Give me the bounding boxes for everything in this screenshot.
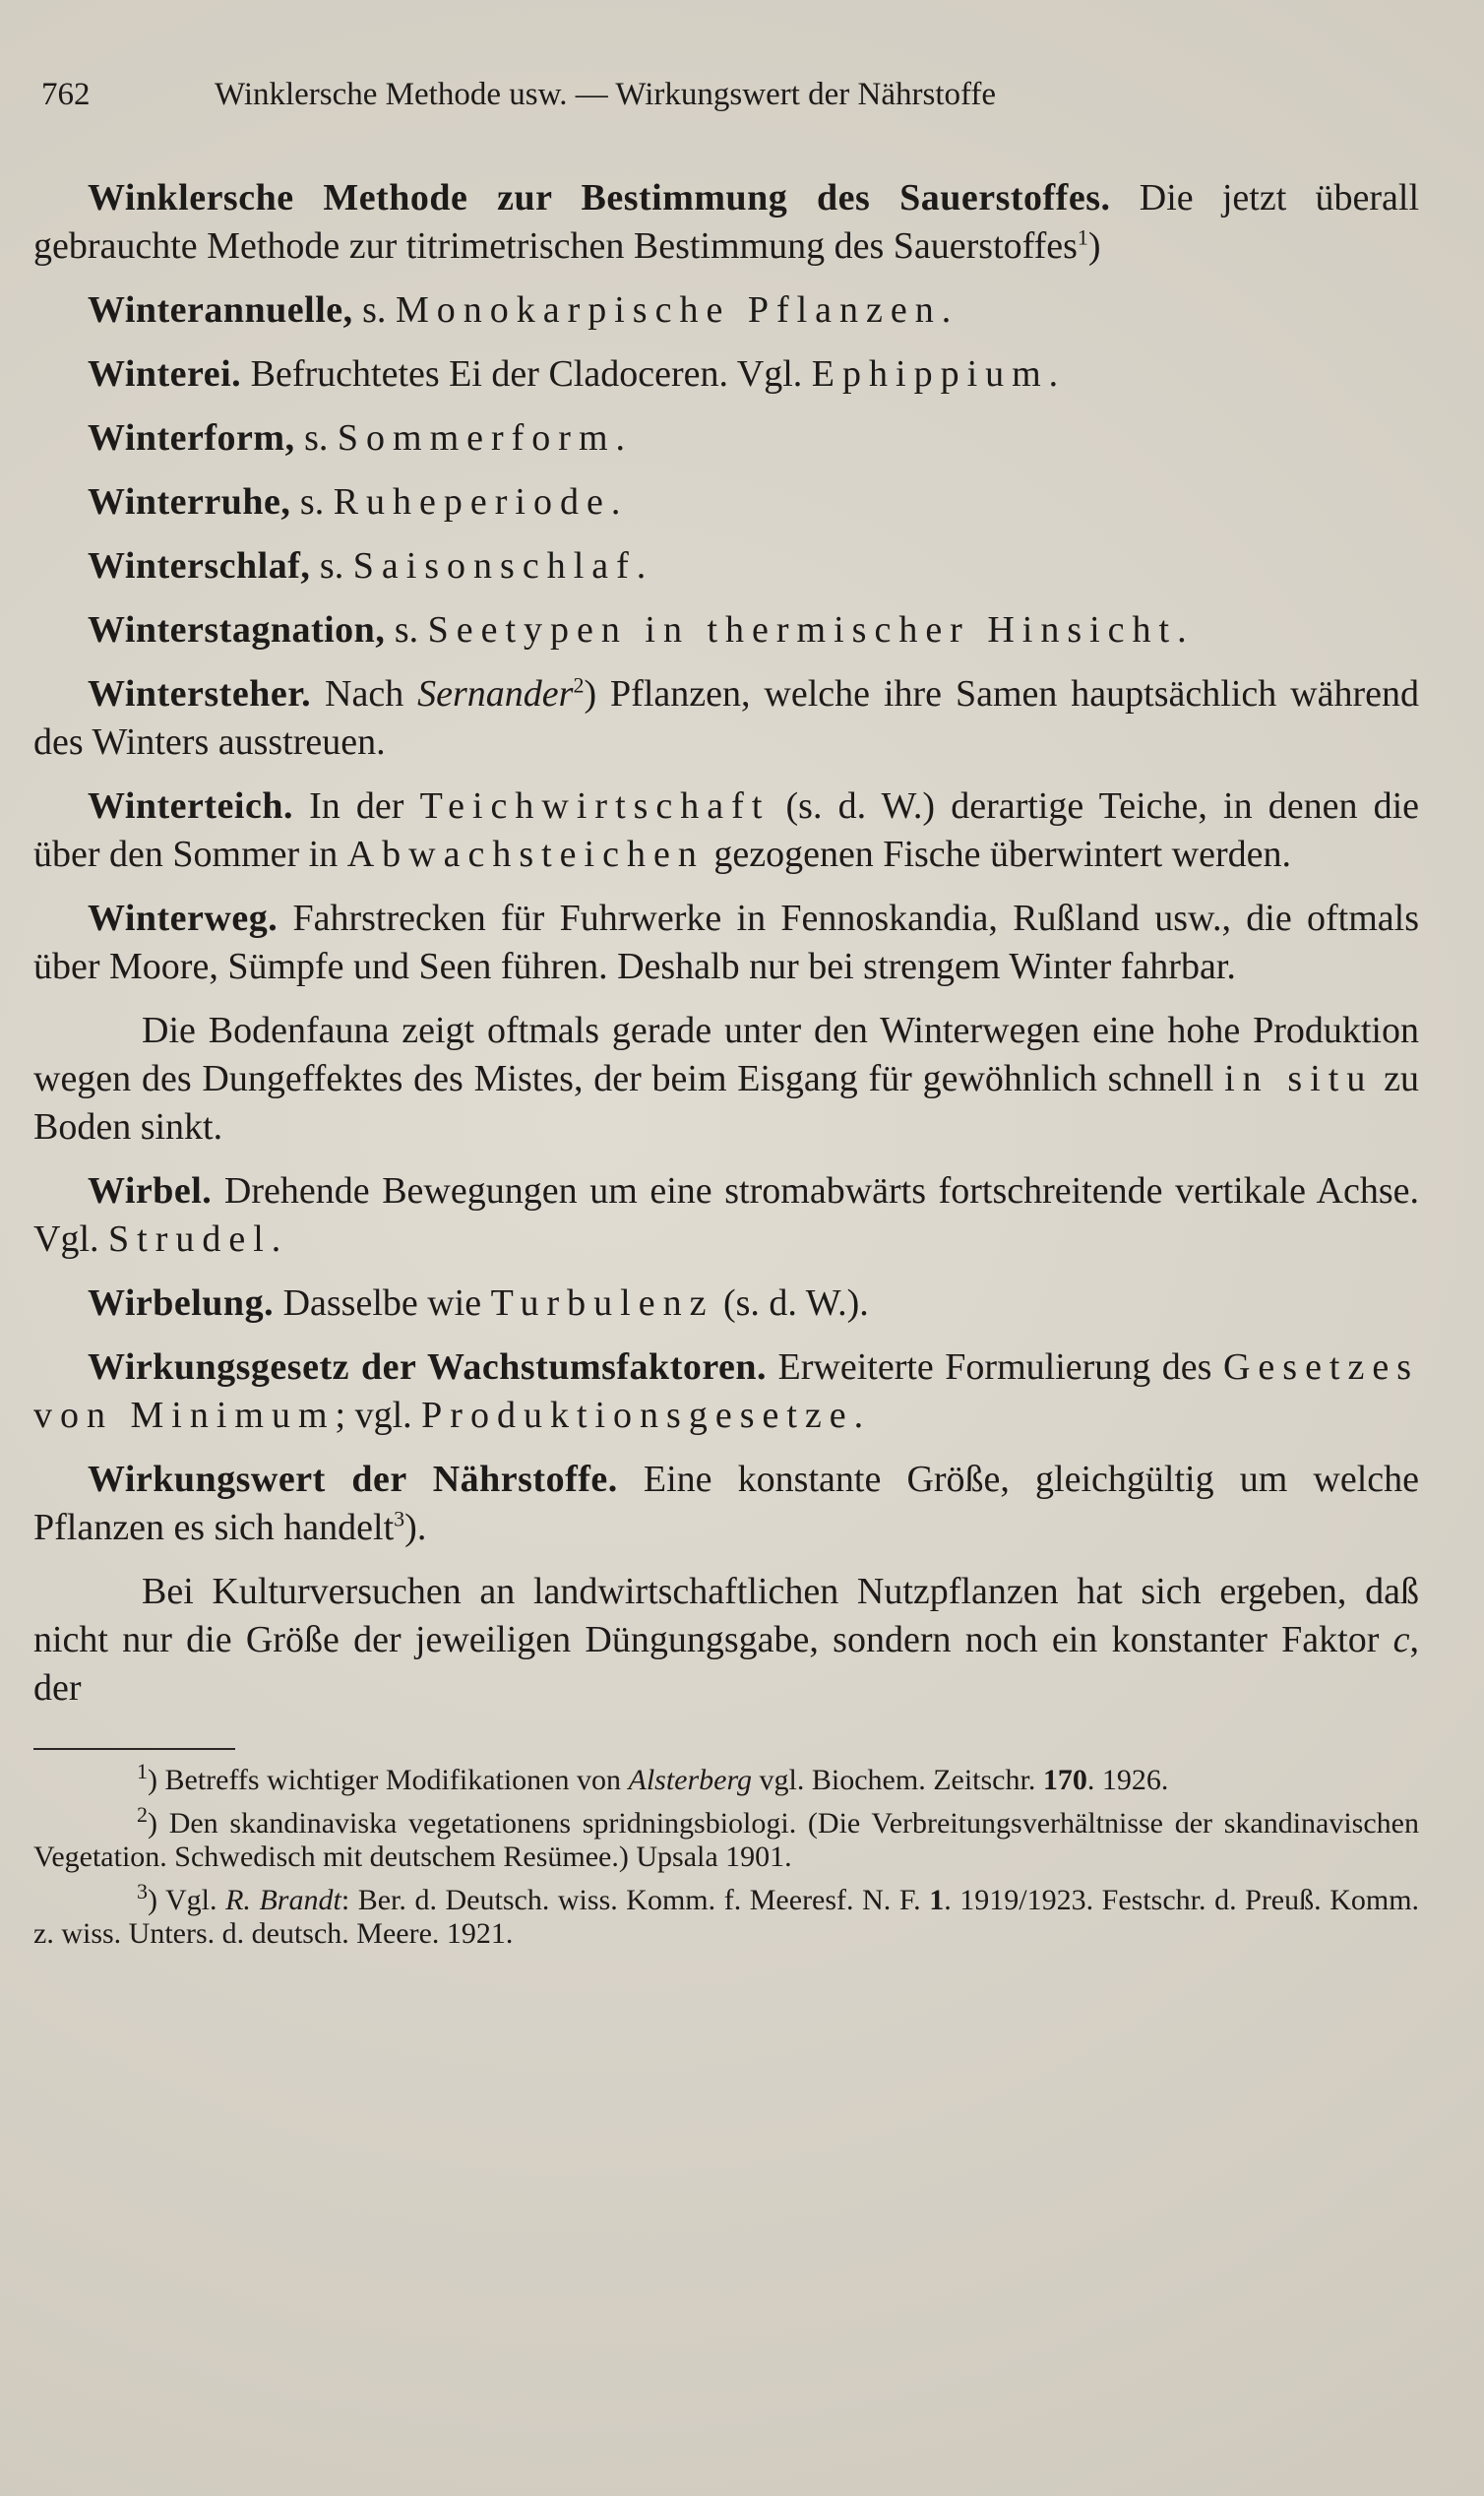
entry-text: Befruchtetes Ei der Cladoceren. Vgl.	[250, 353, 803, 395]
paragraph-text-post: zu Boden sinkt.	[33, 1058, 1419, 1148]
entry-lemma: Winterweg.	[88, 898, 278, 939]
volume-number: 170	[1042, 1764, 1087, 1796]
entry-lemma: Winklersche Methode zur Bestimmung des Sauerstoffes.	[88, 177, 1111, 218]
entry-see: s.	[304, 417, 329, 459]
cross-reference: Abwachsteichen	[346, 834, 705, 875]
entry-text-tail: ).	[404, 1507, 427, 1548]
entry-winterei	[33, 350, 1419, 399]
footnote-text-mid: : Ber. d. Deutsch. wiss. Komm. f. Meeresf. N. F.	[340, 1884, 921, 1916]
paragraph-text-post: , der	[33, 1619, 1419, 1709]
author-name: R. Brandt	[225, 1884, 341, 1916]
entry-see: s.	[319, 545, 344, 587]
entry-lemma: Wirkungsgesetz der Wachstumsfaktoren.	[88, 1346, 768, 1388]
entry-winterweg	[33, 895, 1419, 991]
cross-reference: Ephippium.	[811, 353, 1067, 395]
entry-text: ) Pflanzen, welche ihre Samen hauptsächlich während des Winters ausstreuen.	[33, 673, 1419, 763]
emphasis-text: in situ	[1224, 1058, 1374, 1099]
footnote-marker: 2	[573, 672, 585, 698]
entry-text: Dasselbe wie	[282, 1282, 482, 1324]
entry-see: s.	[299, 481, 325, 523]
entry-lemma: Winterei.	[88, 353, 242, 395]
footnote-text: ) Vgl.	[148, 1884, 217, 1916]
entry-winterschlaf	[33, 542, 1419, 591]
entry-wirbelung	[33, 1279, 1419, 1328]
entry-wintersteher	[33, 670, 1419, 767]
entry-text-pre: Nach	[325, 673, 404, 715]
running-title: Winklersche Methode usw. — Wirkungswert der Nährstoffe	[215, 77, 997, 112]
entry-lemma: Winterstagnation,	[88, 609, 386, 651]
entry-text-tail: )	[1087, 225, 1101, 267]
entry-see: s.	[394, 609, 419, 651]
variable-c: c	[1392, 1619, 1410, 1660]
author-name: Sernander	[417, 673, 574, 715]
entry-text: Eine konstante Größe, gleichgültig um welche Pflanzen es sich handelt	[33, 1459, 1419, 1548]
entry-winterform	[33, 414, 1419, 463]
footnote-text-post: . 1926.	[1086, 1764, 1169, 1796]
cross-reference: Monokarpische Pflanzen.	[395, 289, 959, 331]
entry-text: Die jetzt überall gebrauchte Methode zur titrimetrischen Bestimmung des Sauerstoffes	[33, 177, 1420, 267]
entry-text: (s. d. W.) derartige Teiche, in denen die über den Sommer in	[33, 785, 1420, 875]
footnote-marker: 3	[394, 1506, 405, 1531]
cross-reference: Gesetzes von Minimum	[33, 1346, 1420, 1436]
cross-reference: Turbulenz	[490, 1282, 714, 1324]
page-number: 762	[41, 77, 91, 112]
entry-wirkungswert	[33, 1456, 1419, 1552]
entry-wirkungsgesetz	[33, 1343, 1419, 1440]
entry-text-mid: ; vgl.	[335, 1395, 412, 1436]
footnote-number: 1	[137, 1759, 148, 1783]
paragraph-text: Die Bodenfauna zeigt oftmals gerade unter den Winterwegen eine hohe Produktion wegen des Dungeffektes des Mistes, der beim Eisgang für gewöhnlich schnell	[33, 1010, 1419, 1099]
paragraph-text: Bei Kulturversuchen an landwirtschaftlichen Nutzpflanzen hat sich ergeben, daß nicht nur die Größe der jeweiligen Düngungsgabe, sondern noch ein konstanter Faktor	[33, 1571, 1419, 1660]
footnote-2	[33, 1802, 1419, 1874]
footnote-number: 3	[137, 1879, 148, 1903]
footnote-rule	[33, 1748, 235, 1750]
footnote-number: 2	[137, 1802, 148, 1827]
entry-winterstagnation	[33, 606, 1419, 655]
entry-lemma: Winterform,	[88, 417, 295, 459]
footnote-1	[33, 1759, 1419, 1797]
footnote-text: ) Den skandinaviska vegetationens spridningsbiologi. (Die Verbreitungsverhältnisse der skandinavischen Vegetation. Schwedisch mit deutschem Resümee.) Upsala 1901.	[33, 1807, 1419, 1873]
entry-text: Fahrstrecken für Fuhrwerke in Fennoskandia, Rußland usw., die oftmals über Moore, Sümpfe und Seen führen. Deshalb nur bei strengem Winter fahrbar.	[33, 898, 1419, 987]
entry-lemma: Wirbelung.	[88, 1282, 275, 1324]
entry-see: s.	[362, 289, 387, 331]
paragraph-winterweg-bodenfauna	[33, 1007, 1419, 1152]
entry-text-post: gezogenen Fische überwintert werden.	[713, 834, 1292, 875]
footnote-text: ) Betreffs wichtiger Modifikationen von	[148, 1764, 621, 1796]
cross-reference: Teichwirtschaft	[419, 785, 771, 827]
footnote-text-mid: vgl. Biochem. Zeitschr.	[759, 1764, 1036, 1796]
entry-lemma: Winterschlaf,	[88, 545, 311, 587]
volume-number: 1	[929, 1884, 945, 1916]
entry-lemma: Winterannuelle,	[88, 289, 353, 331]
cross-reference: Saisonschlaf.	[352, 545, 654, 587]
entry-text: Drehende Bewegungen um eine stromabwärts fortschreitende vertikale Achse. Vgl.	[33, 1170, 1420, 1260]
entry-lemma: Winterteich.	[88, 785, 293, 827]
entry-lemma: Wirkungswert der Nährstoffe.	[88, 1459, 618, 1500]
running-head	[33, 77, 1419, 113]
entry-lemma: Winterruhe,	[88, 481, 291, 523]
author-name: Alsterberg	[628, 1764, 753, 1796]
cross-reference: Produktionsgesetze.	[421, 1395, 872, 1436]
cross-reference: Strudel.	[108, 1218, 289, 1260]
entry-lemma: Wintersteher.	[88, 673, 312, 715]
footnote-marker: 1	[1077, 224, 1088, 250]
cross-reference: Ruheperiode.	[333, 481, 629, 523]
entry-text: Erweiterte Formulierung des	[777, 1346, 1212, 1388]
paragraph-kulturversuche	[33, 1568, 1419, 1713]
entry-winterannuelle	[33, 286, 1419, 335]
entry-winterruhe	[33, 478, 1419, 527]
cross-reference: Seetypen in thermischer Hinsicht.	[427, 609, 1195, 651]
entry-wirbel	[33, 1167, 1419, 1264]
entry-lemma: Wirbel.	[88, 1170, 213, 1212]
footnote-3	[33, 1879, 1420, 1951]
entry-winklersche-methode	[33, 174, 1419, 271]
entry-text-pre: In der	[309, 785, 404, 827]
cross-reference: Sommerform.	[337, 417, 634, 459]
footnote-text-post: . 1919/1923. Festschr. d. Preuß. Komm. z. wiss. Unters. d. deutsch. Meere. 1921.	[33, 1884, 1420, 1950]
entry-text-post: (s. d. W.).	[722, 1282, 869, 1324]
entry-winterteich	[33, 782, 1419, 879]
